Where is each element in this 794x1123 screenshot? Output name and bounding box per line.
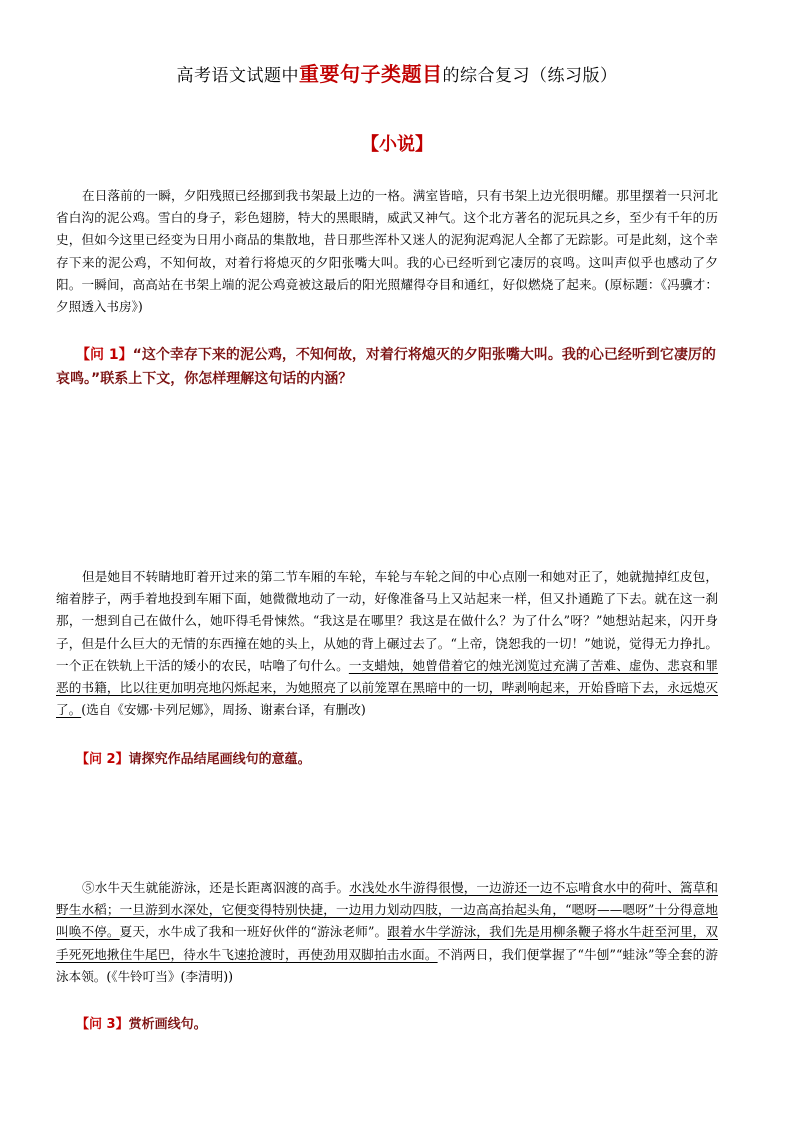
title-highlight: 重要句子类题目 bbox=[299, 62, 443, 86]
passage-3-end: 不消两日，我们便掌握了“牛刨”“蛙泳”等全套的游泳本领。(《牛铃叮当》(李清明)) bbox=[56, 946, 718, 984]
passage-2-source: (选自《安娜·卡列尼娜》，周扬、谢素台译，有删改) bbox=[81, 702, 366, 718]
passage-2-text: 但是她目不转睛地盯着开过来的第二节车厢的车轮，车轮与车轮之间的中心点刚一和她对正了，她就抛掉红皮包，缩着脖子，两手着地投到车厢下面，她微微地动了一动，好像准备马上又站起来一样，但又扑通跪了下去。就在这一刹那，一想到自己在做什么，她吓得毛骨悚然。“我这是在哪里？我这是在做什么？为了什么”呀？”她想站起来，闪开身子，但是什么巨大的无情的东西撞在她的头上，从她的背上碾过去了。“上帝，饶恕我的一切！”她说，觉得无力挣扎。一个正在铁轨上干活的矮小的农民，咕噜了句什么。 bbox=[56, 569, 718, 673]
question-3-tag: 【问 3】 bbox=[76, 1017, 129, 1032]
question-1-text: “这个幸存下来的泥公鸡，不知何故，对着行将熄灭的夕阳张嘴大叫。我的心已经听到它凄厉的哀鸣。”联系上下文，你怎样理解这句话的内涵？ bbox=[56, 347, 716, 387]
passage-1 bbox=[56, 185, 718, 318]
passage-3-intro: ⑤水牛天生就能游泳，还是长距离泅渡的高手。 bbox=[82, 880, 350, 895]
passage-3-underlined-1: 水浅处水牛游得很慢，一边游还一边不忘啃食水中的荷叶、篙草和野生水稻；一旦游到水深处，它便变得特别快捷，一边用力划动四肢，一边高高抬起头角，“嗯呀——嗯呀”十分得意地叫唤不停。 bbox=[56, 880, 719, 940]
passage-2 bbox=[56, 566, 718, 721]
question-2-text: 请探究作品结尾画线句的意蕴。 bbox=[128, 752, 311, 767]
question-3-text: 赏析画线句。 bbox=[128, 1017, 207, 1032]
passage-3-underlined-2: 跟着水牛学游泳，我们先是用柳条鞭子将水牛赶至河里，双手死死地揪住牛尾巴，待水牛飞速抢渡时，再使劲用双脚拍击水面。 bbox=[56, 924, 719, 962]
question-2 bbox=[56, 748, 726, 772]
title-suffix: 的综合复习（练习版） bbox=[442, 66, 618, 86]
document-title bbox=[0, 58, 794, 87]
title-prefix: 高考语文试题中 bbox=[176, 66, 299, 86]
question-3 bbox=[56, 1013, 726, 1037]
question-1 bbox=[56, 343, 726, 391]
question-1-tag: 【问 1】 bbox=[76, 347, 133, 363]
passage-3-middle: 夏天，水牛成了我和一班好伙伴的“游泳老师”。 bbox=[119, 924, 388, 940]
question-2-tag: 【问 2】 bbox=[76, 752, 129, 767]
passage-1-text: 在日落前的一瞬，夕阳残照已经挪到我书架最上边的一格。满室皆暗，只有书架上边光很明耀。那里摆着一只河北省白沟的泥公鸡。雪白的身子，彩色翅膀，特大的黑眼睛，威武又神气。这个北方著名的泥玩具之乡，至少有千年的历史，但如今这里已经变为日用小商品的集散地，昔日那些浑朴又迷人的泥狗泥鸡泥人全都了无踪影。可是此刻，这个幸存下来的泥公鸡，不知何故，对着行将熄灭的夕阳张嘴大叫。我的心已经听到它凄厉的哀鸣。这叫声似乎也感动了夕阳。一瞬间，高高站在书架上端的泥公鸡竟被这最后的阳光照耀得夺目和通红，好似燃烧了起来。(原标题：《冯骥才：夕照透入书房》) bbox=[56, 188, 718, 315]
passage-3 bbox=[56, 877, 718, 988]
section-heading: 【小说】 bbox=[361, 134, 433, 155]
passage-2-underlined: 一支蜡烛，她曾借着它的烛光浏览过充满了苦难、虚伪、悲哀和罪恶的书籍，比以往更加明亮地闪烁起来，为她照亮了以前笼罩在黑暗中的一切，哔剥响起来，开始昏暗下去，永远熄灭了。 bbox=[56, 657, 719, 718]
